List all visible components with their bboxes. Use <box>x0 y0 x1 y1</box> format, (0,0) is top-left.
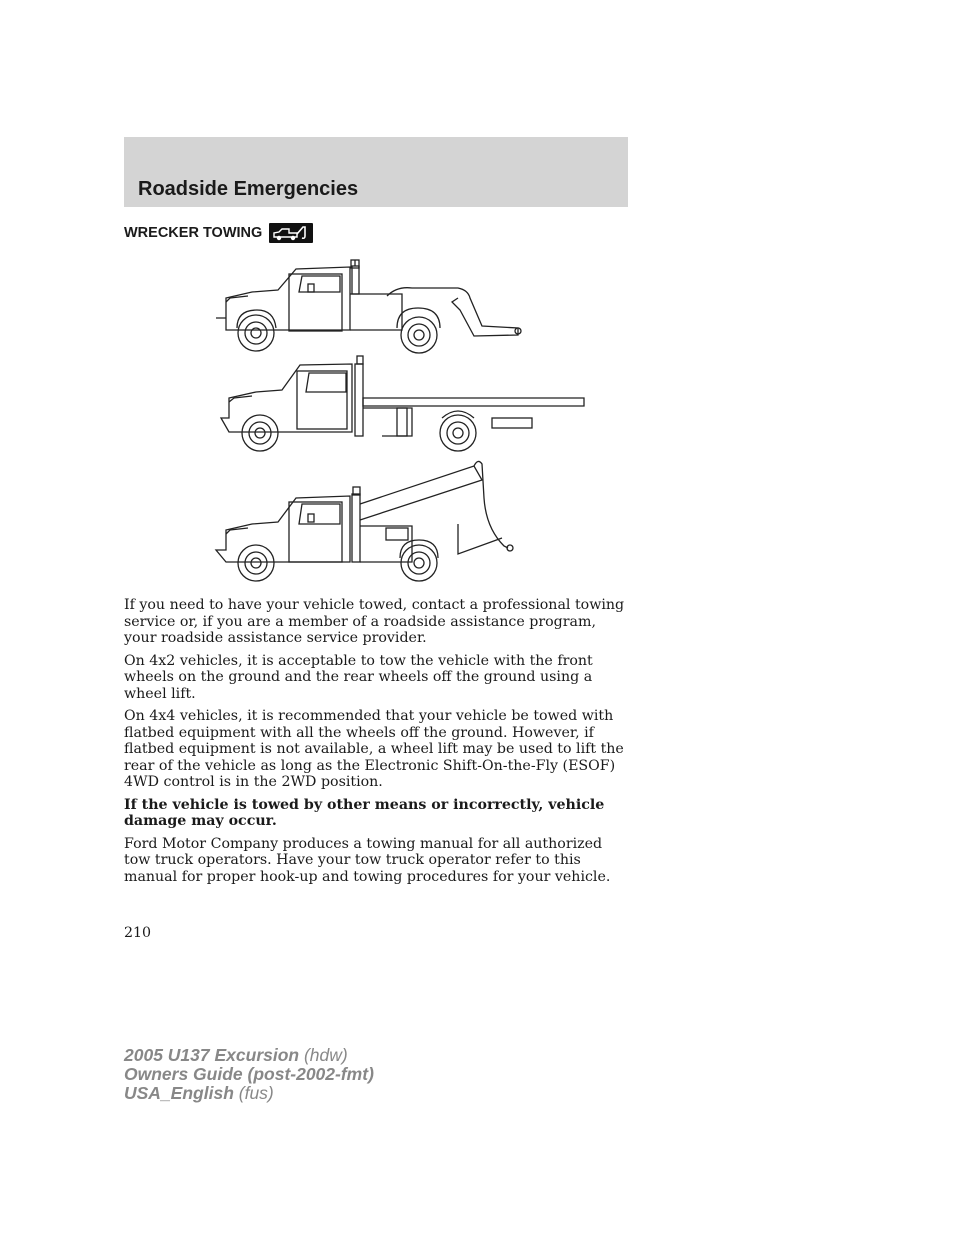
paragraph-towing-manual: Ford Motor Company produces a towing manual for all authorized tow truck operators. Have your tow truck operator refer to this manual for proper hook-up and towing procedures for your vehicle. <box>124 835 611 885</box>
page-number: 210 <box>124 925 152 941</box>
footer-line-2 <box>124 1065 374 1084</box>
footer-model-code: (hdw) <box>299 1045 348 1065</box>
footer-model: 2005 U137 Excursion <box>124 1045 300 1065</box>
tow-truck-icon <box>269 223 313 243</box>
footer-line-3 <box>124 1084 374 1103</box>
tow-truck-illustration <box>212 258 592 584</box>
header-band <box>124 137 628 207</box>
body-text <box>124 597 629 891</box>
wheel-lift-truck-drawing <box>216 260 521 353</box>
document-footer <box>124 1046 374 1103</box>
footer-language-code: (fus) <box>233 1083 274 1103</box>
boom-wrecker-truck-drawing <box>216 461 513 581</box>
section-title: Roadside Emergencies <box>138 178 359 200</box>
flatbed-truck-drawing <box>221 356 584 451</box>
subheading-label: WRECKER TOWING <box>124 225 263 241</box>
paragraph-damage-warning: If the vehicle is towed by other means or incorrectly, vehicle damage may occur. <box>124 796 605 829</box>
footer-guide: Owners Guide (post-2002-fmt) <box>124 1064 374 1084</box>
footer-language: USA_English <box>124 1083 234 1103</box>
paragraph-contact-towing: If you need to have your vehicle towed, contact a professional towing service or, if you are a member of a roadside assistance program, your roadside assistance service provider. <box>124 597 625 646</box>
paragraph-4x4-towing: On 4x4 vehicles, it is recommended that your vehicle be towed with flatbed equipment with all the wheels off the ground. However, if flatbed equipment is not available, a wheel lift may be used to lift the rear of the vehicle as long as the Electronic Shift-On-the-Fly (ESOF) 4WD control is in the 2WD position. <box>124 708 624 790</box>
footer-line-1 <box>124 1046 374 1065</box>
paragraph-4x2-towing: On 4x2 vehicles, it is acceptable to tow the vehicle with the front wheels on the ground and the rear wheels off the ground using a wheel lift. <box>124 652 593 702</box>
subheading <box>124 222 313 244</box>
